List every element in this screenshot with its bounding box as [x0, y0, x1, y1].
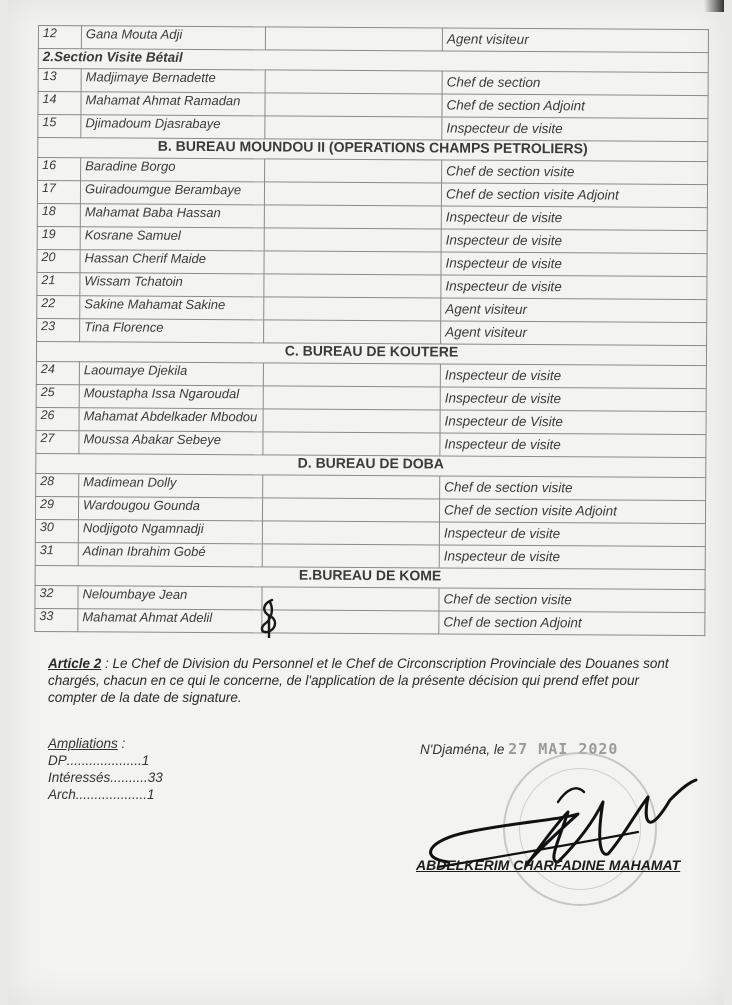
employee-name: Nodjigoto Ngamnadji	[78, 520, 262, 544]
employee-name: Baradine Borgo	[81, 158, 265, 182]
function-title: Inspecteur de visite	[441, 229, 707, 254]
function-title: Inspecteur de visite	[441, 275, 707, 300]
ampliation-line	[48, 752, 268, 769]
blank-cell	[264, 320, 441, 344]
section-header: E.BUREAU DE KOME	[35, 565, 705, 589]
ampliations-title-suffix: :	[117, 736, 126, 751]
employee-name: Kosrane Samuel	[80, 227, 264, 251]
row-number: 28	[36, 473, 79, 496]
blank-cell	[262, 544, 439, 568]
blank-cell	[262, 498, 439, 522]
article-2-paragraph	[48, 655, 688, 706]
ampliation-count: 1	[141, 753, 150, 768]
employee-name: Tina Florence	[80, 319, 264, 343]
ampliations-title: Ampliations	[48, 736, 118, 751]
row-number: 21	[37, 272, 80, 295]
signer-name: ABDELKERIM CHARFADINE MAHAMAT	[416, 857, 681, 873]
blank-cell	[262, 521, 439, 545]
function-title: Chef de section visite	[440, 476, 706, 501]
ampliations-block	[48, 735, 268, 803]
row-number: 33	[35, 608, 78, 631]
employee-name: Sakine Mahamat Sakine	[80, 296, 264, 320]
function-title: Inspecteur de Visite	[440, 410, 706, 435]
section-header: D. BUREAU DE DOBA	[36, 453, 706, 477]
blank-cell	[262, 610, 439, 634]
blank-cell	[265, 159, 442, 183]
blank-cell	[264, 274, 441, 298]
function-title: Agent visiteur	[442, 28, 708, 53]
blank-cell	[263, 363, 440, 387]
article-label: Article 2	[48, 656, 102, 671]
ampliation-label: Arch	[48, 787, 76, 802]
employee-name: Moustapha Issa Ngaroudal	[79, 385, 263, 409]
ampliation-count: 33	[147, 770, 163, 785]
employee-name: Laoumaye Djekila	[79, 362, 263, 386]
function-title: Chef de section	[442, 71, 708, 96]
function-title: Inspecteur de visite	[439, 522, 705, 547]
employee-name: Adinan Ibrahim Gobé	[78, 543, 262, 567]
function-title: Chef de section visite Adjoint	[439, 499, 705, 524]
blank-cell	[263, 475, 440, 499]
blank-cell	[263, 386, 440, 410]
blank-cell	[264, 182, 441, 206]
function-title: Inspecteur de visite	[440, 433, 706, 458]
function-title: Chef de section Adjoint	[439, 611, 705, 636]
employee-name: Madjimaye Bernadette	[81, 69, 265, 93]
ampliation-label: Intéressés	[48, 770, 111, 785]
ampliation-line	[48, 786, 268, 803]
function-title: Inspecteur de visite	[440, 364, 706, 389]
function-title: Chef de section visite Adjoint	[441, 183, 707, 208]
ampliation-count: 1	[147, 787, 155, 802]
function-title: Chef de section visite	[439, 588, 705, 613]
table-row	[35, 608, 705, 635]
blank-cell	[264, 228, 441, 252]
row-number: 18	[37, 203, 80, 226]
function-title: Inspecteur de visite	[441, 206, 707, 231]
handwritten-mark-icon	[258, 598, 280, 638]
employee-name: Mahamat Baba Hassan	[80, 204, 264, 228]
blank-cell	[264, 297, 441, 321]
place-label: N'Djaména, le	[420, 742, 509, 757]
blank-cell	[262, 587, 439, 611]
ampliation-dots: ...................	[75, 787, 148, 802]
employee-name: Wardougou Gounda	[78, 497, 262, 521]
row-number: 16	[38, 158, 81, 181]
row-number: 25	[36, 384, 79, 407]
section-header: C. BUREAU DE KOUTERE	[36, 341, 706, 365]
ampliation-dots: ....................	[66, 753, 142, 768]
row-number: 20	[37, 249, 80, 272]
row-number: 17	[37, 181, 80, 204]
employee-name: Guiradoumgue Berambaye	[80, 181, 264, 205]
blank-cell	[265, 70, 442, 94]
row-number: 23	[37, 318, 80, 341]
row-number: 29	[35, 496, 78, 519]
employee-name: Mahamat Ahmat Ramadan	[81, 92, 265, 116]
personnel-table	[34, 25, 709, 636]
employee-name: Wissam Tchatoin	[80, 273, 264, 297]
function-title: Chef de section Adjoint	[442, 94, 708, 119]
function-title: Agent visiteur	[441, 298, 707, 323]
article-text: : Le Chef de Division du Personnel et le Chef de Circonscription Provinciale des Douanes sont chargés, chacun en ce qui le concerne, de l'application de la présente décision qui prend effet pour compter de la date de signature.	[48, 656, 669, 705]
employee-name: Madimean Dolly	[79, 474, 263, 498]
row-number: 15	[38, 115, 81, 138]
ampliation-dots: ..........	[110, 770, 148, 785]
employee-name: Neloumbaye Jean	[78, 586, 262, 610]
function-title: Inspecteur de visite	[441, 252, 707, 277]
row-number: 31	[35, 542, 78, 565]
blank-cell	[264, 205, 441, 229]
row-number: 30	[35, 519, 78, 542]
function-title: Inspecteur de visite	[440, 387, 706, 412]
function-title: Inspecteur de visite	[442, 117, 708, 142]
row-number: 19	[37, 226, 80, 249]
ampliation-label: DP	[48, 753, 67, 768]
blank-cell	[265, 93, 442, 117]
employee-name: Mahamat Ahmat Adelil	[78, 609, 262, 633]
employee-name: Moussa Abakar Sebeye	[79, 431, 263, 455]
blank-cell	[264, 251, 441, 275]
row-number: 13	[38, 69, 81, 92]
section-header: B. BUREAU MOUNDOU II (OPERATIONS CHAMPS PETROLIERS)	[38, 138, 708, 162]
personnel-table-body	[35, 26, 709, 636]
blank-cell	[263, 432, 440, 456]
row-number: 14	[38, 92, 81, 115]
employee-name: Mahamat Abdelkader Mbodou	[79, 408, 263, 432]
scan-edge-shadow	[704, 0, 724, 12]
row-number: 12	[38, 26, 81, 49]
employee-name: Hassan Cherif Maide	[80, 250, 264, 274]
ampliation-line	[48, 769, 268, 786]
row-number: 32	[35, 585, 78, 608]
employee-name: Djimadoum Djasrabaye	[81, 115, 265, 139]
blank-cell	[265, 27, 442, 51]
blank-cell	[265, 116, 442, 140]
section-header: 2.Section Visite Bétail	[38, 49, 708, 73]
row-number: 24	[36, 361, 79, 384]
row-number: 22	[37, 295, 80, 318]
function-title: Inspecteur de visite	[439, 545, 705, 570]
function-title: Agent visiteur	[441, 321, 707, 346]
row-number: 27	[36, 430, 79, 453]
row-number: 26	[36, 407, 79, 430]
document-page	[8, 0, 724, 1005]
function-title: Chef de section visite	[442, 160, 708, 185]
date-stamp: 27 MAI 2020	[508, 740, 619, 758]
blank-cell	[263, 409, 440, 433]
employee-name: Gana Mouta Adji	[81, 26, 265, 50]
